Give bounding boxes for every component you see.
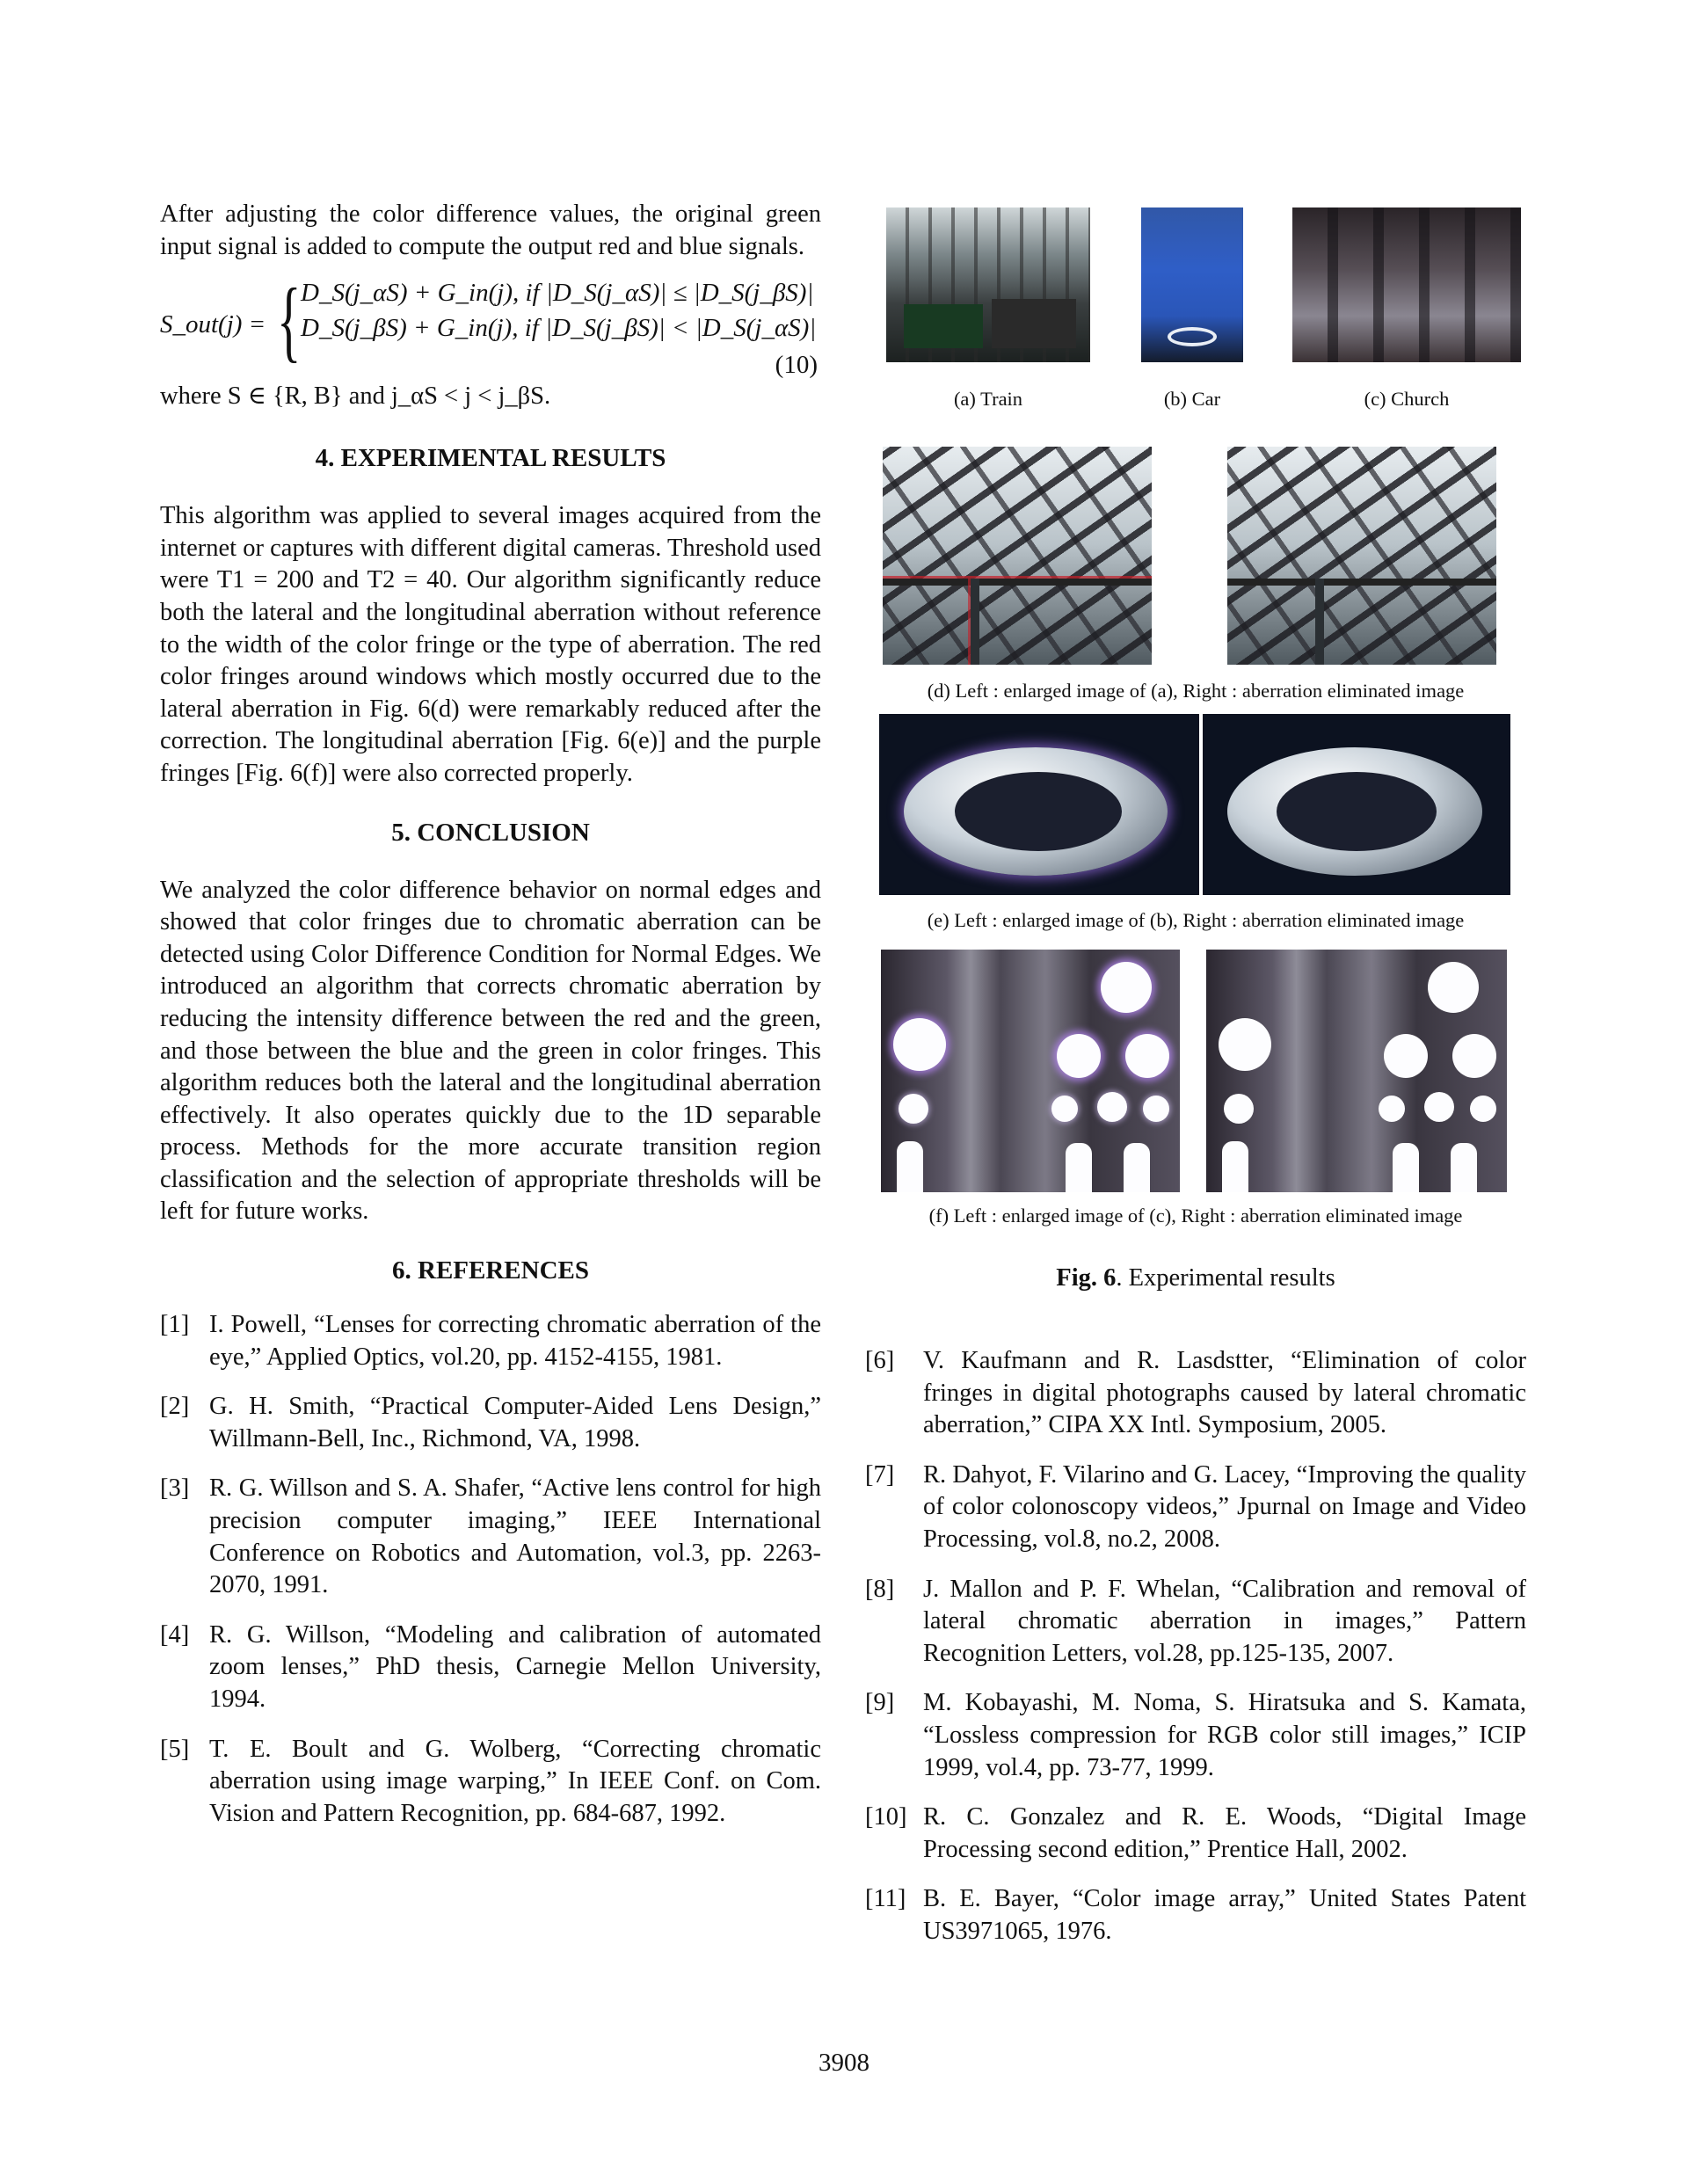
equation-row-1: D_S(j_αS) + G_in(j), if |D_S(j_αS)| ≤ |D_S(j_βS)| — [301, 279, 814, 308]
figure-caption — [865, 1264, 1526, 1292]
equation-row-2: D_S(j_βS) + G_in(j), if |D_S(j_βS)| < |D_S(j_αS)| — [301, 314, 817, 343]
equation-10 — [160, 270, 821, 380]
intro-paragraph: After adjusting the color difference values, the original green input signal is added to compute the output red and blue signals. — [160, 200, 821, 260]
reference-item: [8] J. Mallon and P. F. Whelan, “Calibration and removal of lateral chromatic aberration in images,” Pattern Recognition Letters, vol.28, pp.125-135, 2007. — [865, 1575, 1526, 1667]
truss-enlarged-left — [883, 447, 1152, 665]
page-number: 3908 — [819, 2049, 869, 2077]
figure-caption-label: Fig. 6 — [1056, 1264, 1117, 1292]
section-5-text: We analyzed the color difference behavior on normal edges and showed that color fringes due to chromatic aberration can be detected using Color Difference Condition for Normal Edges. We introduced an algorithm that corrects chromatic aberration by reducing the intensity difference between the red and the green, and those between the blue and the green in color fringes. This algorithm reduces both the lateral and the longitudinal aberration effectively. It also operates quickly due to the 1D separable process. Methods for the more accurate transition region classification and the selection of appropriate thresholds will be left for future works. — [160, 876, 821, 1226]
right-column — [865, 1345, 1526, 1966]
equation-where-line: where S ∈ {R, B} and j_αS < j < j_βS. — [160, 382, 551, 411]
truss-corrected-right — [1227, 447, 1496, 665]
reference-item: [11] B. E. Bayer, “Color image array,” United States Patent US3971065, 1976. — [865, 1885, 1526, 1945]
left-column — [160, 199, 821, 1847]
subcaption-b: (b) Car — [1163, 388, 1221, 410]
train-photo — [886, 207, 1090, 362]
reference-list-right — [865, 1345, 1526, 1948]
reference-item: [4] R. G. Willson, “Modeling and calibration of automated zoom lenses,” PhD thesis, Carnegie Mellon University, 1994. — [160, 1620, 821, 1713]
reference-item: [5] T. E. Boult and G. Wolberg, “Correcting chromatic aberration using image warping,” In IEEE Conf. on Com. Vision and Pattern Recognition, pp. 684-687, 1992. — [160, 1735, 821, 1827]
figure-caption-text: . Experimental results — [1116, 1264, 1335, 1292]
reference-item: [7] R. Dahyot, F. Vilarino and G. Lacey, “Improving the quality of color colonoscopy videos,” Jpurnal on Image and Video Processing, vol.8, no.2, 2008. — [865, 1460, 1526, 1553]
reference-item: [2] G. H. Smith, “Practical Computer-Aided Lens Design,” Willmann-Bell, Inc., Richmond, VA, 1998. — [160, 1393, 821, 1452]
reference-item: [1] I. Powell, “Lenses for correcting chromatic aberration of the eye,” Applied Optics, vol.20, pp. 4152-4155, 1981. — [160, 1311, 821, 1371]
subcaption-e: (e) Left : enlarged image of (b), Right : aberration eliminated image — [927, 909, 1465, 931]
subcaption-c: (c) Church — [1364, 388, 1450, 410]
reference-item: [6] V. Kaufmann and R. Lasdstter, “Elimination of color fringes in digital photographs caused by lateral chromatic aberration,” CIPA XX Intl. Symposium, 2005. — [865, 1347, 1526, 1439]
section-4-title: 4. EXPERIMENTAL RESULTS — [315, 444, 666, 473]
subcaption-a: (a) Train — [953, 388, 1023, 410]
subcaption-f: (f) Left : enlarged image of (c), Right : aberration eliminated image — [928, 1205, 1463, 1227]
equation-number: (10) — [775, 351, 818, 380]
windows-corrected-right — [1206, 950, 1507, 1192]
church-photo — [1292, 207, 1521, 362]
equation-lhs: S_out(j) = — [160, 310, 266, 339]
reference-item: [10] R. C. Gonzalez and R. E. Woods, “Digital Image Processing second edition,” Prentice Hall, 2002. — [865, 1803, 1526, 1863]
logo-corrected-right — [1203, 714, 1510, 895]
car-photo — [1141, 207, 1243, 362]
subcaption-d: (d) Left : enlarged image of (a), Right : aberration eliminated image — [927, 680, 1465, 702]
section-6-title: 6. REFERENCES — [392, 1256, 589, 1285]
section-4-text: This algorithm was applied to several images acquired from the internet or captures with different digital cameras. Threshold used were T1 = 200 and T2 = 40. Our algorithm significantly reduce both the lateral and the longitudinal aberration without reference to the width of the color fringe or the type of aberration. The red color fringes around windows which mostly occurred due to the lateral aberration in Fig. 6(d) were remarkably reduced after the correction. The longitudinal aberration [Fig. 6(e)] and the purple fringes [Fig. 6(f)] were also corrected properly. — [160, 502, 821, 787]
equation-brace: { — [277, 270, 302, 372]
reference-item: [9] M. Kobayashi, M. Noma, S. Hiratsuka and S. Kamata, “Lossless compression for RGB color still images,” ICIP 1999, vol.4, pp. 73-77, 1999. — [865, 1689, 1526, 1781]
reference-list-left — [160, 1309, 821, 1830]
section-5-title: 5. CONCLUSION — [391, 818, 590, 847]
logo-enlarged-left — [879, 714, 1199, 895]
reference-item: [3] R. G. Willson and S. A. Shafer, “Active lens control for high precision computer imaging,” IEEE International Conference on Robotics and Automation, vol.3, pp. 2263-2070, 1991. — [160, 1474, 821, 1599]
windows-enlarged-left — [881, 950, 1180, 1192]
